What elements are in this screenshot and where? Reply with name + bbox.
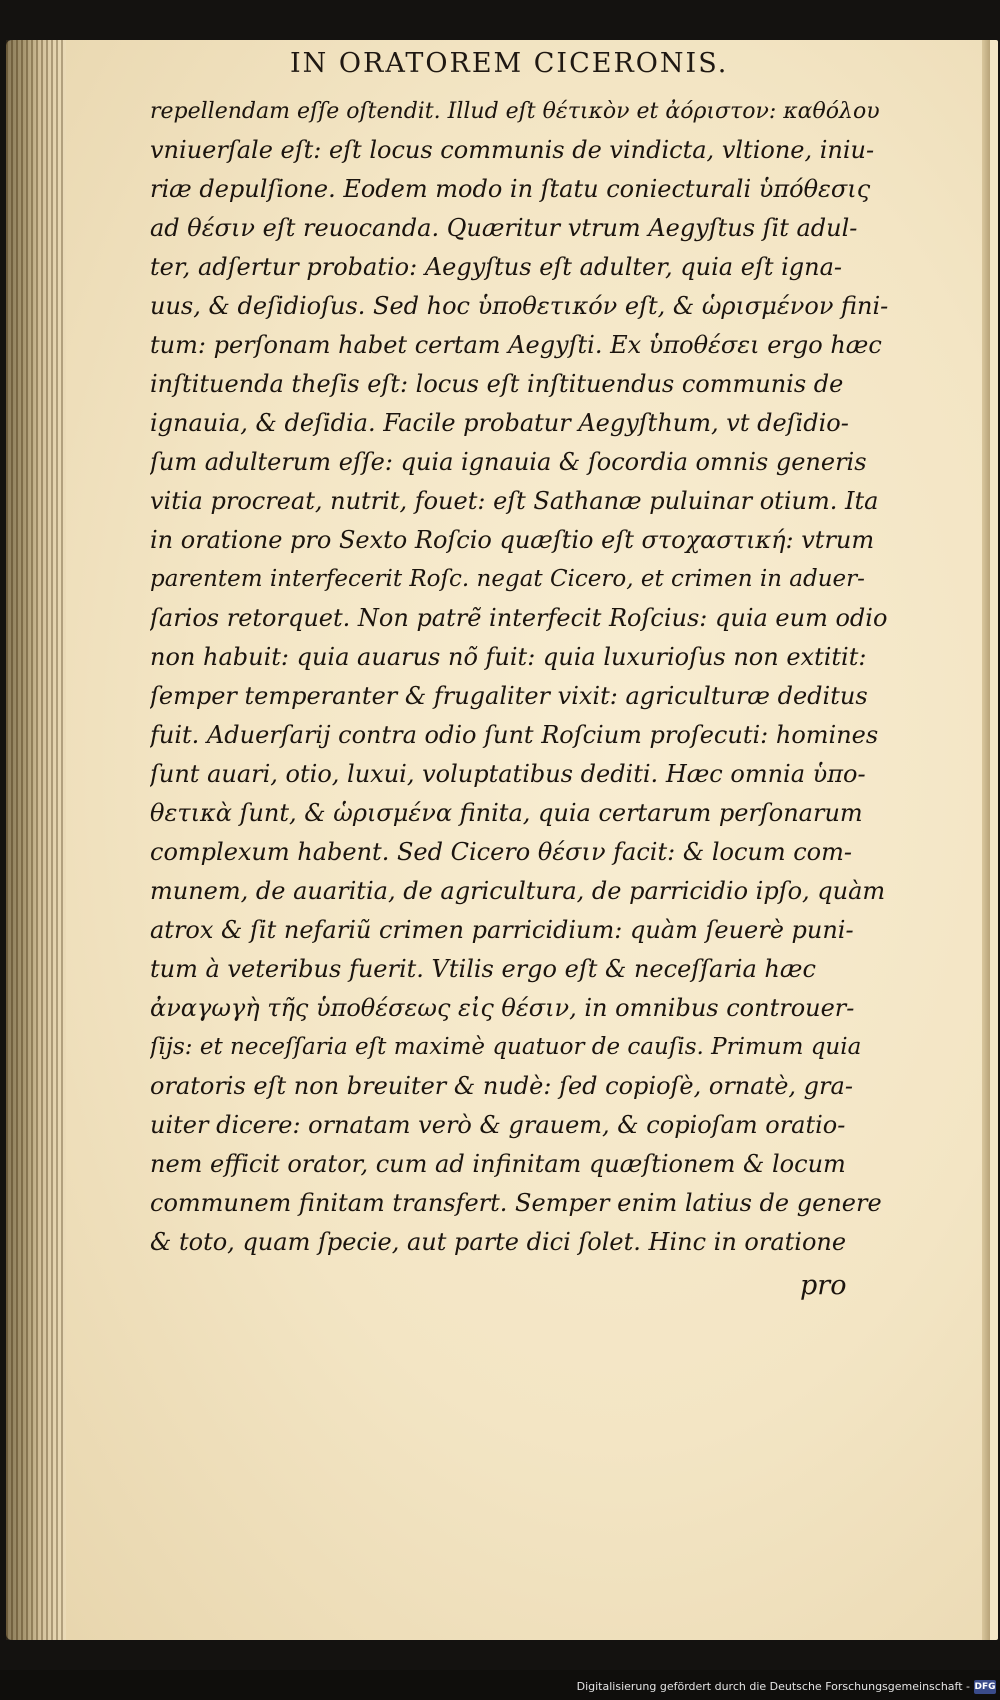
catchword: pro <box>800 1270 847 1301</box>
text-line: ἀναγωγὴ τῆς ὑποθέσεως εἰς θέσιν, in omnibus controuer- <box>150 994 855 1022</box>
text-line: atrox & ſit nefariũ crimen parricidium: quàm ſeuerè puni- <box>150 916 854 944</box>
text-line: & toto, quam ſpecie, aut parte dici ſolet. Hinc in oratione <box>150 1228 847 1256</box>
text-line: ter, adſertur probatio: Aegyſtus eſt adulter, quia eſt igna- <box>150 253 843 281</box>
text-line: complexum habent. Sed Cicero θέσιν facit: & locum com- <box>150 838 852 866</box>
text-line: ad θέσιν eſt reuocanda. Quæritur vtrum Aegyſtus ſit adul- <box>150 214 858 242</box>
text-line: communem finitam transfert. Semper enim latius de genere <box>150 1189 882 1217</box>
text-line: riæ depulſione. Eodem modo in ſtatu coniecturali ὑπόθεσις <box>150 175 871 203</box>
text-line: ſemper temperanter & frugaliter vixit: agriculturæ deditus <box>150 682 868 710</box>
text-line: uiter dicere: ornatam verò & grauem, & copioſam oratio- <box>150 1111 846 1139</box>
text-line: in oratione pro Sexto Roſcio quæſtio eſt στοχαστική: vtrum <box>150 526 875 554</box>
text-line: uus, & deſidioſus. Sed hoc ὑποθετικόν eſt, & ὡρισμένον fini- <box>150 292 889 320</box>
body-text <box>150 92 890 1262</box>
running-head: IN ORATOREM CICERONIS. <box>290 48 729 79</box>
funding-credit: Digitalisierung gefördert durch die Deutsche Forschungsgemeinschaft - <box>576 1680 970 1693</box>
text-line: vniuerſale eſt: eſt locus communis de vindicta, vltione, iniu- <box>150 136 875 164</box>
text-line: tum à veteribus fuerit. Vtilis ergo eſt & neceſſaria hæc <box>150 955 816 983</box>
text-line: ſijs: et neceſſaria eſt maximè quatuor de cauſis. Primum quia <box>150 1034 862 1060</box>
footer-bar <box>0 1670 1000 1700</box>
text-line: inſtituenda theſis eſt: locus eſt inſtituendus communis de <box>150 370 844 398</box>
text-line: non habuit: quia auarus nõ fuit: quia luxurioſus non extitit: <box>150 643 867 671</box>
text-line: fuit. Aduerſarij contra odio ſunt Roſcium proſecuti: homines <box>150 721 879 749</box>
text-line: ſum adulterum eſſe: quia ignauia & ſocordia omnis generis <box>150 448 867 476</box>
text-line: nem efficit orator, cum ad infinitam quæſtionem & locum <box>150 1150 846 1178</box>
text-line: munem, de auaritia, de agricultura, de parricidio ipſo, quàm <box>150 877 886 905</box>
book-spine <box>6 40 66 1640</box>
text-line: repellendam eſſe oſtendit. Illud eſt θέτικὸν et ἀόριστον: καθόλου <box>150 99 880 124</box>
text-line: tum: perſonam habet certam Aegyſti. Ex ὑποθέσει ergo hæc <box>150 331 882 359</box>
text-line: ſarios retorquet. Non patrẽ interfecit Roſcius: quia eum odio <box>150 604 888 632</box>
page-edge <box>982 40 990 1640</box>
text-line: θετικὰ ſunt, & ὡρισμένα finita, quia certarum perſonarum <box>150 799 863 827</box>
text-line: parentem interfecerit Roſc. negat Cicero, et crimen in aduer- <box>150 566 865 592</box>
text-line: ſunt auari, otio, luxui, voluptatibus dediti. Hæc omnia ὑπο- <box>150 760 866 788</box>
text-line: vitia procreat, nutrit, fouet: eſt Sathanæ puluinar otium. Ita <box>150 487 879 515</box>
text-line: oratoris eſt non breuiter & nudè: ſed copioſè, ornatè, gra- <box>150 1072 853 1100</box>
dfg-logo-icon: DFG <box>974 1682 996 1692</box>
text-line: ignauia, & deſidia. Facile probatur Aegyſthum, vt deſidio- <box>150 409 849 437</box>
